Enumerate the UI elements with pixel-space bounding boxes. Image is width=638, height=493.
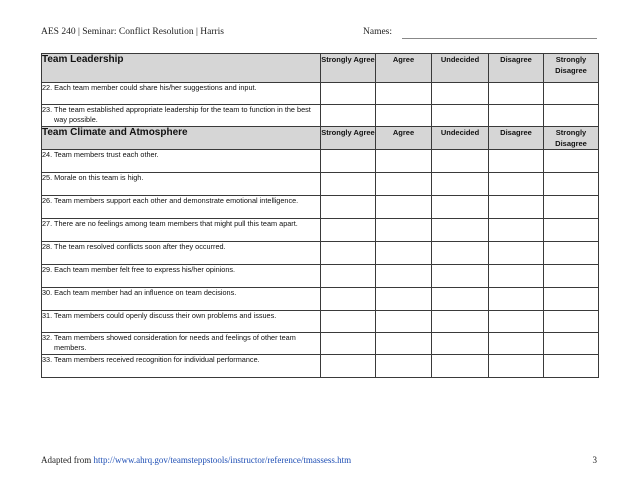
response-cell[interactable] [544, 242, 599, 265]
question-cell [42, 265, 321, 288]
question-text: 27. There are no feelings among team members that might pull this team apart. [42, 219, 298, 228]
course-title: AES 240 | Seminar: Conflict Resolution | Harris [41, 27, 224, 37]
response-cell[interactable] [544, 83, 599, 105]
response-cell[interactable] [489, 242, 544, 265]
question-row [42, 105, 599, 127]
response-cell[interactable] [489, 333, 544, 355]
question-cell [42, 196, 321, 219]
response-cell[interactable] [489, 311, 544, 333]
response-cell[interactable] [376, 288, 432, 311]
response-cell[interactable] [376, 150, 432, 173]
question-text: 33. Team members received recognition for individual performance. [42, 355, 260, 364]
question-row [42, 83, 599, 105]
response-cell[interactable] [544, 150, 599, 173]
response-cell[interactable] [321, 288, 376, 311]
question-row [42, 242, 599, 265]
response-cell[interactable] [544, 196, 599, 219]
question-cell [42, 173, 321, 196]
response-cell[interactable] [321, 219, 376, 242]
response-cell[interactable] [432, 333, 489, 355]
response-cell[interactable] [376, 355, 432, 378]
question-cell [42, 355, 321, 378]
response-cell[interactable] [489, 83, 544, 105]
response-cell[interactable] [376, 311, 432, 333]
response-cell[interactable] [376, 242, 432, 265]
question-row [42, 288, 599, 311]
column-header: Undecided [432, 127, 489, 150]
page-number: 3 [592, 455, 597, 465]
response-cell[interactable] [432, 265, 489, 288]
question-text: 23. The team established appropriate leadership for the team to function in the best way possible. [42, 105, 311, 124]
response-cell[interactable] [376, 219, 432, 242]
section-header-row [42, 127, 599, 150]
response-cell[interactable] [544, 355, 599, 378]
page-footer [41, 455, 597, 469]
source-citation [41, 455, 351, 465]
response-cell[interactable] [376, 265, 432, 288]
question-row [42, 173, 599, 196]
response-cell[interactable] [321, 173, 376, 196]
response-cell[interactable] [376, 105, 432, 127]
question-cell [42, 83, 321, 105]
response-cell[interactable] [489, 265, 544, 288]
column-header: Strongly Disagree [544, 127, 599, 150]
response-cell[interactable] [489, 196, 544, 219]
response-cell[interactable] [376, 173, 432, 196]
response-cell[interactable] [432, 355, 489, 378]
response-cell[interactable] [489, 105, 544, 127]
question-text: 28. The team resolved conflicts soon after they occurred. [42, 242, 226, 251]
question-cell [42, 150, 321, 173]
response-cell[interactable] [489, 173, 544, 196]
response-cell[interactable] [321, 150, 376, 173]
question-cell [42, 288, 321, 311]
question-row [42, 355, 599, 378]
question-text: 25. Morale on this team is high. [42, 173, 144, 182]
response-cell[interactable] [544, 288, 599, 311]
response-cell[interactable] [432, 311, 489, 333]
section-title: Team Climate and Atmosphere [42, 127, 321, 150]
response-cell[interactable] [321, 196, 376, 219]
column-header: Strongly Disagree [544, 54, 599, 83]
question-text: 32. Team members showed consideration for needs and feelings of other team members. [42, 333, 296, 352]
response-cell[interactable] [376, 333, 432, 355]
column-header: Agree [376, 127, 432, 150]
question-row [42, 311, 599, 333]
question-row [42, 196, 599, 219]
question-cell [42, 105, 321, 127]
section-header-row [42, 54, 599, 83]
source-link[interactable]: http://www.ahrq.gov/teamsteppstools/instructor/reference/tmassess.htm [93, 455, 352, 465]
column-header: Undecided [432, 54, 489, 83]
question-row [42, 265, 599, 288]
response-cell[interactable] [544, 333, 599, 355]
question-text: 30. Each team member had an influence on team decisions. [42, 288, 237, 297]
source-prefix: Adapted from [41, 455, 94, 465]
response-cell[interactable] [321, 265, 376, 288]
response-cell[interactable] [432, 242, 489, 265]
column-header: Agree [376, 54, 432, 83]
response-cell[interactable] [321, 333, 376, 355]
column-header: Disagree [489, 127, 544, 150]
column-header: Strongly Agree [321, 127, 376, 150]
page-header [41, 27, 597, 41]
response-cell[interactable] [544, 311, 599, 333]
response-cell[interactable] [432, 83, 489, 105]
question-cell [42, 219, 321, 242]
question-cell [42, 333, 321, 355]
question-text: 24. Team members trust each other. [42, 150, 159, 159]
response-cell[interactable] [489, 219, 544, 242]
column-header: Strongly Agree [321, 54, 376, 83]
question-text: 31. Team members could openly discuss their own problems and issues. [42, 311, 277, 320]
response-cell[interactable] [544, 173, 599, 196]
response-cell[interactable] [544, 265, 599, 288]
response-cell[interactable] [489, 150, 544, 173]
question-cell [42, 242, 321, 265]
response-cell[interactable] [432, 105, 489, 127]
response-cell[interactable] [321, 311, 376, 333]
response-cell[interactable] [432, 173, 489, 196]
question-text: 26. Team members support each other and demonstrate emotional intelligence. [42, 196, 299, 205]
response-cell[interactable] [489, 355, 544, 378]
survey-table [41, 53, 599, 378]
response-cell[interactable] [321, 355, 376, 378]
question-row [42, 333, 599, 355]
question-cell [42, 311, 321, 333]
response-cell[interactable] [321, 105, 376, 127]
response-cell[interactable] [489, 288, 544, 311]
response-cell[interactable] [376, 196, 432, 219]
response-cell[interactable] [432, 150, 489, 173]
response-cell[interactable] [376, 83, 432, 105]
question-text: 22. Each team member could share his/her suggestions and input. [42, 83, 257, 92]
response-cell[interactable] [432, 288, 489, 311]
response-cell[interactable] [321, 83, 376, 105]
names-field-line [402, 38, 597, 39]
response-cell[interactable] [544, 105, 599, 127]
column-header: Disagree [489, 54, 544, 83]
names-label: Names: [363, 27, 393, 37]
question-text: 29. Each team member felt free to express his/her opinions. [42, 265, 236, 274]
response-cell[interactable] [321, 242, 376, 265]
section-title: Team Leadership [42, 54, 321, 83]
question-row [42, 219, 599, 242]
question-row [42, 150, 599, 173]
response-cell[interactable] [432, 196, 489, 219]
response-cell[interactable] [432, 219, 489, 242]
response-cell[interactable] [544, 219, 599, 242]
